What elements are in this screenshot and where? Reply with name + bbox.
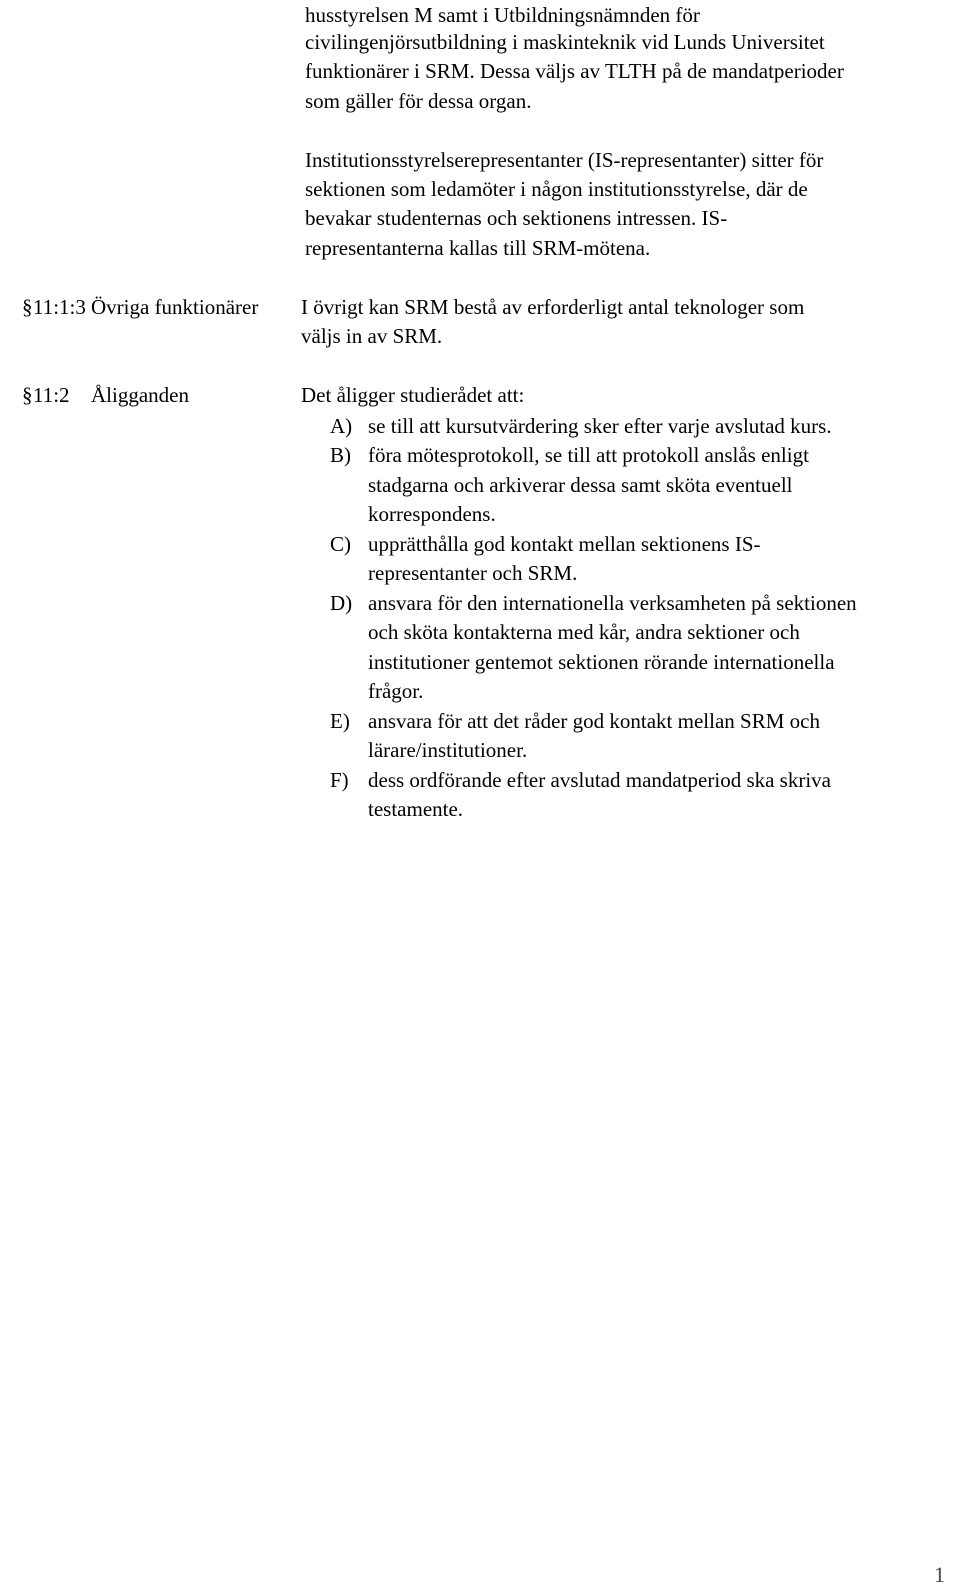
item-line: ansvara för den internationella verksamheten på sektionen [368, 591, 857, 615]
item-letter: A) [330, 414, 353, 438]
item-line: testamente. [368, 797, 464, 821]
section-sign: § [22, 383, 33, 407]
item-letter: C) [330, 532, 351, 556]
section-title: Åligganden [91, 383, 189, 407]
item-line: och sköta kontakterna med kår, andra sektioner och [368, 620, 800, 644]
item-letter: B) [330, 443, 351, 467]
item-letter: E) [330, 709, 350, 733]
item-line: institutioner gentemot sektionen rörande internationella [368, 650, 835, 674]
item-line: ansvara för att det råder god kontakt mellan SRM och [368, 709, 820, 733]
item-letter: F) [330, 768, 349, 792]
is-line: Institutionsstyrelserepresentanter (IS-representanter) sitter för [305, 148, 824, 172]
item-line: stadgarna och arkiverar dessa samt sköta eventuell [368, 473, 793, 497]
section-text-line: väljs in av SRM. [301, 324, 443, 348]
intro-line: funktionärer i SRM. Dessa väljs av TLTH på de mandatperioder [305, 59, 844, 83]
item-line: korrespondens. [368, 502, 496, 526]
section-intro: Det åligger studierådet att: [301, 383, 525, 407]
item-line: se till att kursutvärdering sker efter varje avslutad kurs. [368, 414, 832, 438]
intro-line: husstyrelsen M samt i Utbildningsnämnden för [305, 3, 700, 27]
page-number: 1 [934, 1562, 945, 1587]
item-line: upprätthålla god kontakt mellan sektionens IS- [368, 532, 761, 556]
item-line: föra mötesprotokoll, se till att protokoll anslås enligt [368, 443, 809, 467]
item-line: dess ordförande efter avslutad mandatperiod ska skriva [368, 768, 832, 792]
section-text-line: I övrigt kan SRM bestå av erforderligt antal teknologer som [301, 295, 805, 319]
is-line: bevakar studenternas och sektionens intressen. IS- [305, 206, 728, 230]
section-title: Övriga funktionärer [91, 295, 259, 319]
intro-line: civilingenjörsutbildning i maskinteknik vid Lunds Universitet [305, 30, 825, 54]
item-letter: D) [330, 591, 353, 615]
intro-line: som gäller för dessa organ. [305, 89, 532, 113]
item-line: frågor. [368, 679, 424, 703]
item-line: lärare/institutioner. [368, 738, 528, 762]
section-number: 11:2 [33, 383, 70, 407]
is-line: sektionen som ledamöter i någon institutionsstyrelse, där de [305, 177, 808, 201]
item-line: representanter och SRM. [368, 561, 578, 585]
is-line: representanterna kallas till SRM-mötena. [305, 236, 651, 260]
section-sign: § [22, 295, 33, 319]
section-number: 11:1:3 [33, 295, 86, 319]
